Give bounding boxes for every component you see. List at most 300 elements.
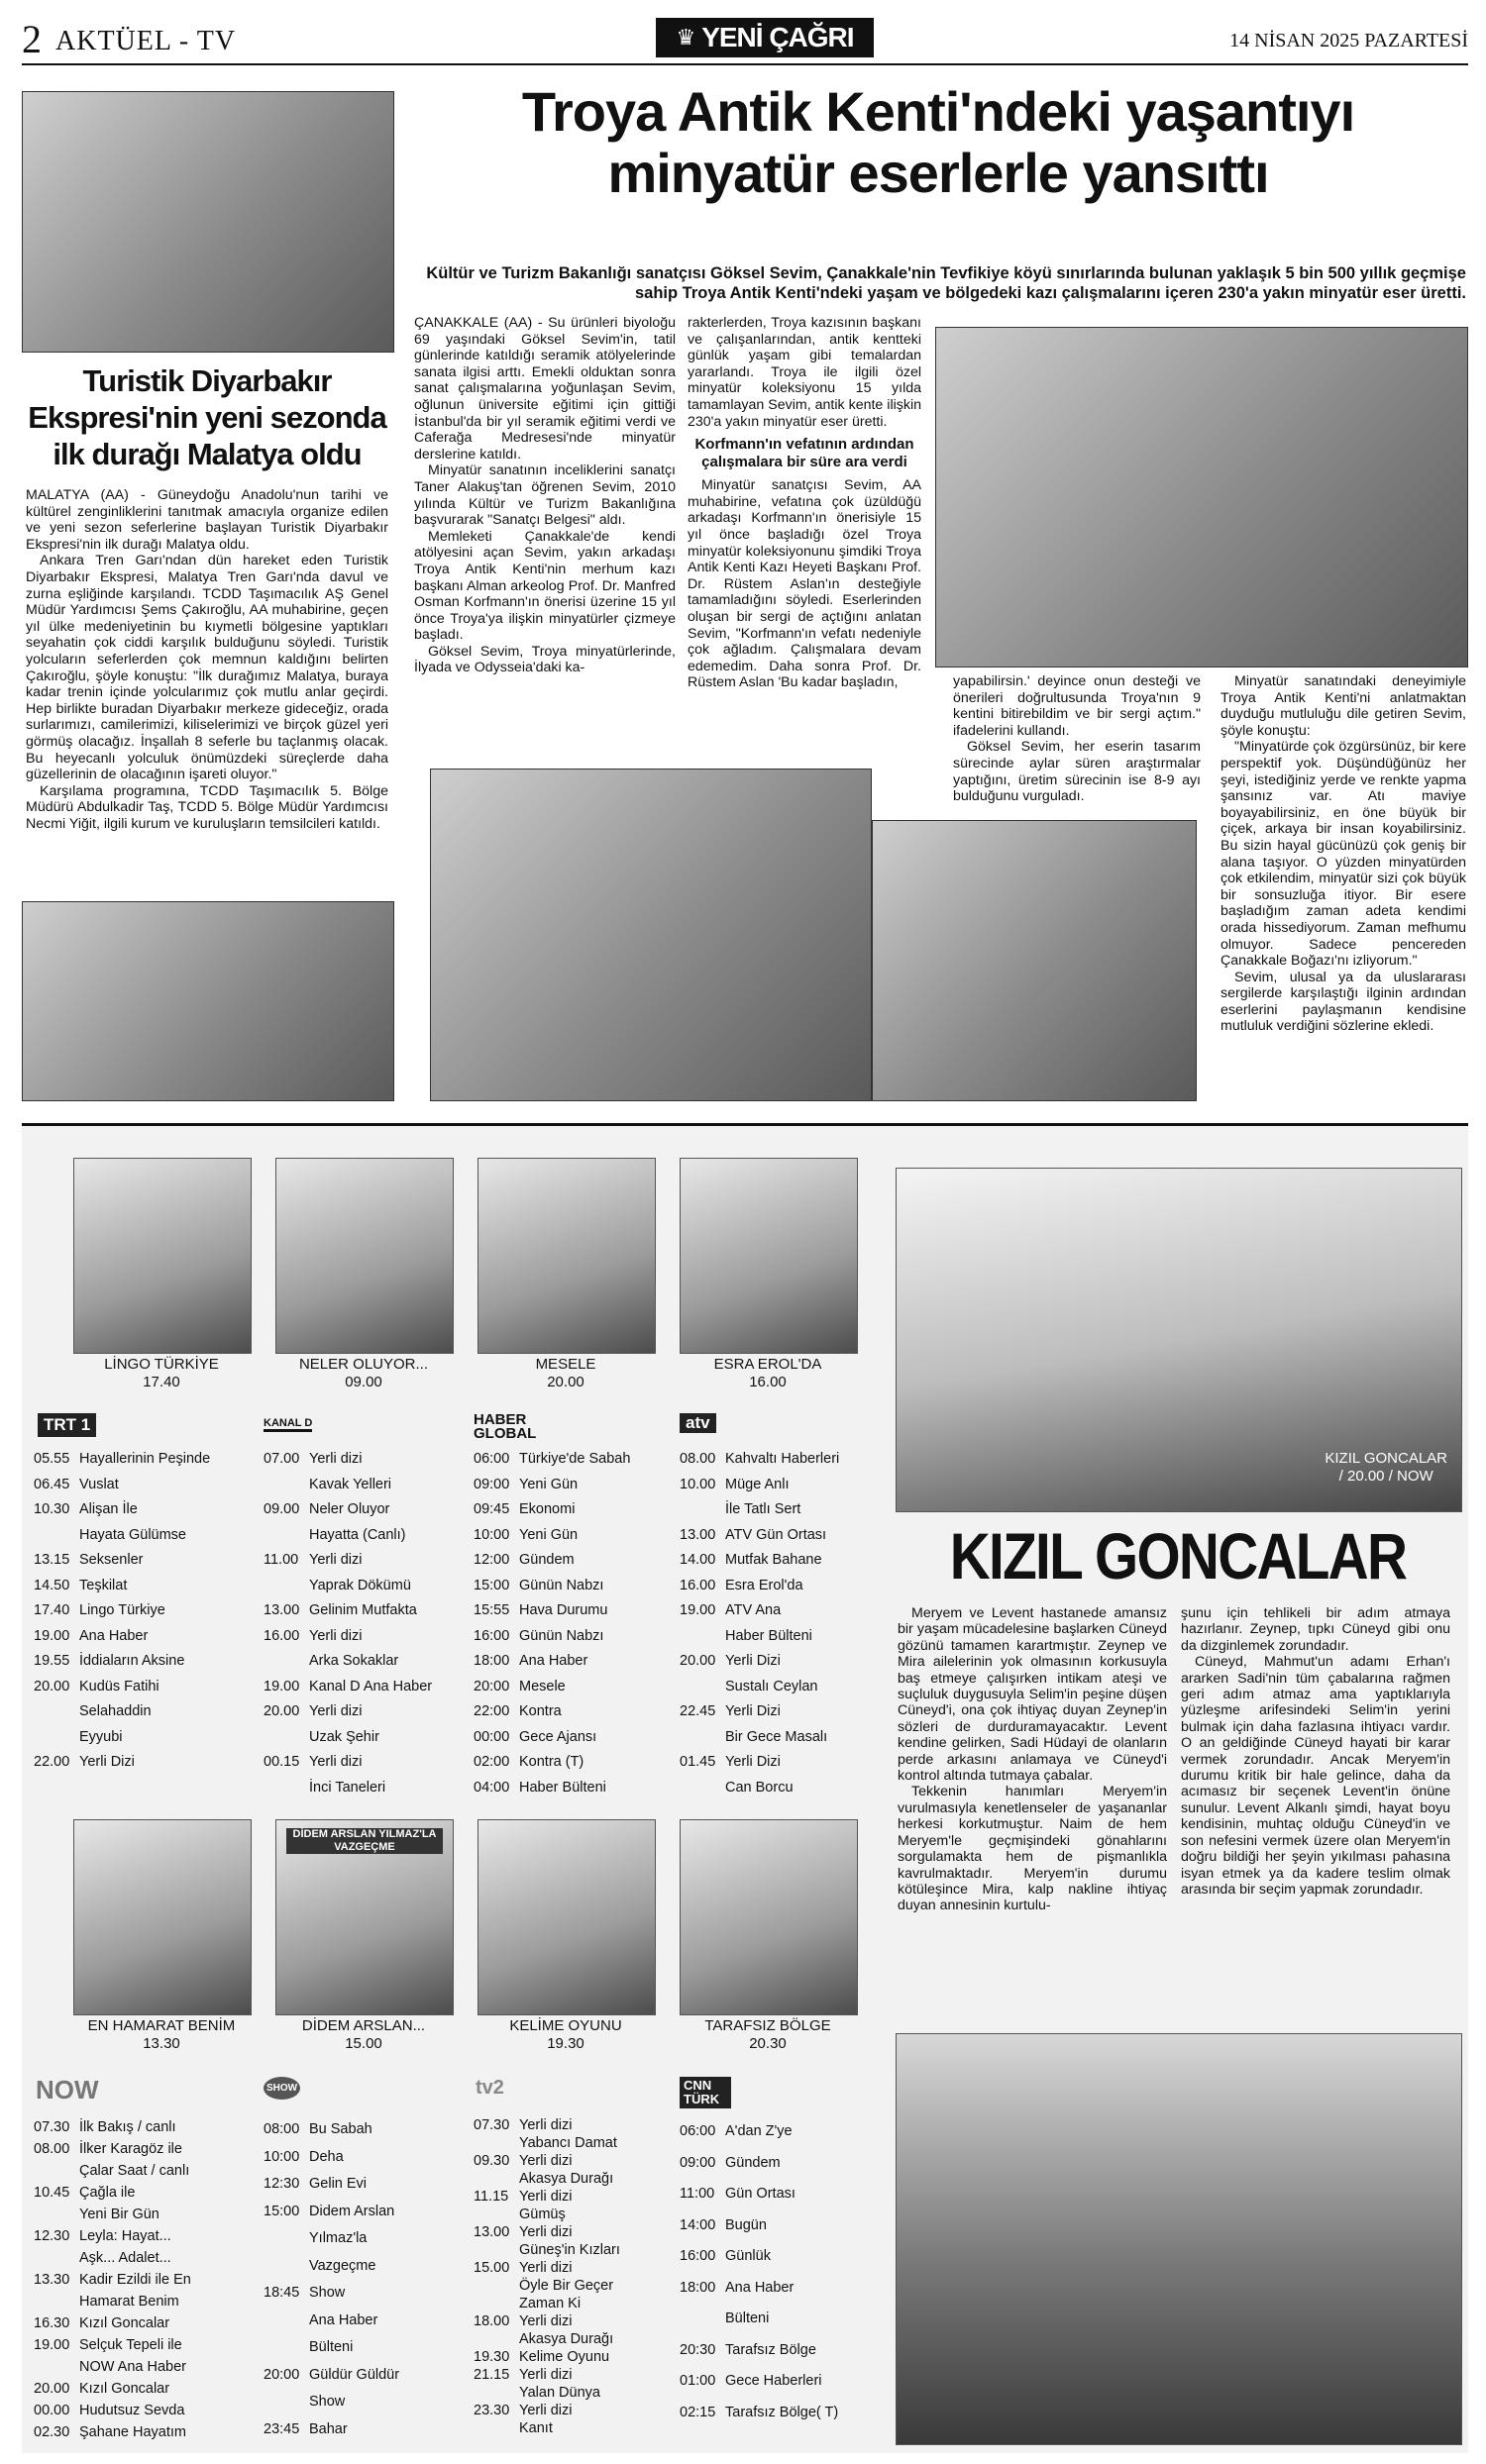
schedule-time: 16.30 <box>34 2315 70 2331</box>
schedule-program: Günün Nabzı <box>519 1577 604 1593</box>
schedule-row <box>680 1548 878 1574</box>
schedule-time: 02:00 <box>474 1754 510 1770</box>
schedule-program: Kelime Oyunu <box>519 2349 610 2365</box>
schedule-row <box>680 1776 878 1801</box>
trt1-logo-icon: TRT 1 <box>38 1413 96 1437</box>
schedule-time <box>474 2295 519 2312</box>
schedule-time <box>680 1624 725 1650</box>
schedule-program: Deha <box>309 2148 344 2165</box>
schedule-time: 11.00 <box>264 1552 299 1568</box>
schedule-row <box>474 1675 672 1700</box>
schedule-row <box>474 2206 672 2223</box>
mesele-photo <box>478 1158 656 1354</box>
schedule-time <box>264 1776 309 1801</box>
now-schedule <box>34 2116 256 2443</box>
schedule-time: 12.30 <box>34 2228 70 2244</box>
schedule-program: Kontra <box>519 1703 562 1719</box>
schedule-row <box>474 1649 672 1675</box>
schedule-row <box>680 1750 878 1776</box>
schedule-program: Hamarat Benim <box>79 2294 179 2310</box>
schedule-row <box>34 2225 256 2247</box>
paragraph: Sevim, ulusal ya da uluslararası sergilerde karşılaştığı ilginin ardından eserlerini paylaşmanın kendisine mutluluk verdiğini sözlerine ekledi. <box>1221 969 1466 1035</box>
schedule-program: Türkiye'de Sabah <box>519 1451 631 1467</box>
schedule-row <box>680 2398 878 2429</box>
schedule-row <box>474 2277 672 2295</box>
feature-photo-caption: KIZIL GONCALAR / 20.00 / NOW <box>1325 1450 1447 1485</box>
schedule-row <box>680 2179 878 2210</box>
schedule-program: Yerli dizi <box>519 2403 573 2418</box>
schedule-program: Yerli Dizi <box>725 1653 781 1669</box>
schedule-program: ATV Gün Ortası <box>725 1526 827 1543</box>
schedule-time: 20:00 <box>264 2366 300 2383</box>
feature-col-2 <box>1181 1605 1450 1898</box>
schedule-time <box>34 2356 79 2378</box>
schedule-row <box>34 2378 256 2400</box>
schedule-row <box>264 2334 472 2362</box>
schedule-time: 19.00 <box>264 1678 300 1694</box>
paragraph: MALATYA (AA) - Güneydoğu Anadolu'nun tarihi ve kültürel zenginliklerini tanıtmak amacıyla organize edilen ve yeni sezon seferlerine başlayan Turistik Diyarbakır Ekspresi'nin ilk durağı Malatya oldu. <box>26 487 388 553</box>
schedule-time <box>474 2330 519 2348</box>
schedule-time <box>264 1473 309 1498</box>
main-subhead: Korfmann'ın vefatının ardından çalışmalara bir süre ara verdi <box>694 436 914 471</box>
schedule-row <box>34 1473 256 1498</box>
schedule-row <box>34 1649 256 1675</box>
schedule-row <box>680 2148 878 2180</box>
schedule-row <box>264 2416 472 2444</box>
main-headline-line2: minyatür eserlerle yansıttı <box>607 142 1269 204</box>
schedule-program: Selahaddin <box>79 1703 152 1719</box>
main-col-1 <box>414 315 676 676</box>
kizil-goncalar-scene-photo <box>896 2033 1462 2445</box>
schedule-row <box>34 1624 256 1650</box>
welcome-ceremony-photo <box>22 901 394 1101</box>
schedule-row <box>34 1447 256 1473</box>
schedule-program: Alişan İle <box>79 1501 138 1517</box>
schedule-program: İddiaların Aksine <box>79 1653 185 1669</box>
schedule-program: İle Tatlı Sert <box>725 1501 801 1517</box>
schedule-program: Çalar Saat / canlı <box>79 2163 190 2179</box>
schedule-row <box>474 2384 672 2402</box>
schedule-program: Kızıl Goncalar <box>79 2381 170 2397</box>
schedule-program: Yerli dizi <box>309 1754 363 1770</box>
atv-schedule <box>680 1447 878 1800</box>
schedule-time <box>680 1497 725 1523</box>
schedule-row <box>34 2269 256 2291</box>
paragraph: "Minyatürde çok özgürsünüz, bir kere perspektif yok. Düşündüğünüz her şeyi, istediğiniz yerde ve renkte yapma şansınız var. Atı maviye boyayabilirsiniz, en öne büyük bir çiçek, arkaya bir insan koyabilirsiniz. Bu sizin hayal gücünüzü çok geniş bir alana taşıyor. O yüzden minyatürden çok etkilendim, minyatür sizi çok büyük bir sonsuzluğa itiyor. Bir esere başladığım zaman adeta kendimi orada hissediyorum. Zaman mefhumu olmuyor. Sadece pencereden Çanakkale Boğazı'nı izliyorum." <box>1221 739 1466 970</box>
schedule-program: Yerli dizi <box>309 1451 363 1467</box>
schedule-time: 23.30 <box>474 2403 510 2418</box>
schedule-row <box>474 1750 672 1776</box>
schedule-program: Yaprak Dökümü <box>309 1577 411 1593</box>
schedule-row <box>474 2188 672 2206</box>
schedule-row <box>474 2312 672 2330</box>
left-story-headline: Turistik Diyarbakır Ekspresi'nin yeni sezonda ilk durağı Malatya oldu <box>28 363 386 471</box>
schedule-program: Eyyubi <box>79 1728 123 1745</box>
schedule-time: 09.00 <box>264 1501 300 1517</box>
schedule-row <box>34 1699 256 1725</box>
paragraph: Minyatür sanatının inceliklerini sanatçı Taner Alakuş'tan öğrenen Sevim, 2010 yılında Kültür ve Turizm Bakanlığına başvurarak "Sanatçı Belgesi" aldı. <box>414 462 676 529</box>
paragraph: ÇANAKKALE (AA) - Su ürünleri biyoloğu 69 yaşındaki Göksel Sevim'in, tatil günlerinde katıldığı seramik atölyelerinde sanata ilgisi arttı. Emekli olduktan sonra sanat çalışmalarına yoğunlaşan Sevim, oğlunun üniversite eğitimi için gittiği İstanbul'da bir yıl seramik eğitimi verdi ve Caferağa Medresesi'nde minyatür derslerine katıldı. <box>414 315 676 462</box>
schedule-row <box>264 2116 472 2144</box>
paragraph: Göksel Sevim, Troya minyatürlerinde, İlyada ve Odysseia'daki ka- <box>414 643 676 676</box>
schedule-program: Uzak Şehir <box>309 1728 379 1745</box>
paragraph: Karşılama programına, TCDD Taşımacılık 5. Bölge Müdürü Abdulkadir Taş, TCDD 5. Bölge Müdür Yardımcısı Necmi Yiğit, ilgili kurum ve kuruluşların temsilcileri katıldı. <box>26 782 388 832</box>
schedule-row <box>34 1725 256 1751</box>
feature-col-1 <box>898 1605 1167 1914</box>
schedule-time <box>680 2304 725 2335</box>
schedule-row <box>264 1548 472 1574</box>
schedule-program: Teşkilat <box>79 1577 128 1593</box>
schedule-program: Mutfak Bahane <box>725 1552 822 1568</box>
schedule-row <box>474 1624 672 1650</box>
schedule-row <box>34 2400 256 2421</box>
schedule-time: 13.00 <box>680 1526 716 1543</box>
schedule-program: Kudüs Fatihi <box>79 1678 159 1694</box>
schedule-program: A'dan Z'ye <box>725 2123 793 2139</box>
schedule-program: Lingo Türkiye <box>79 1602 165 1618</box>
schedule-program: Kadir Ezildi ile En <box>79 2272 191 2288</box>
page-number: 2 <box>22 17 42 61</box>
schedule-time: 18:00 <box>474 1653 510 1669</box>
schedule-program: Can Borcu <box>725 1779 794 1796</box>
schedule-program: Yerli Dizi <box>725 1703 781 1719</box>
schedule-program: Şahane Hayatım <box>79 2424 187 2440</box>
schedule-time <box>34 2160 79 2182</box>
schedule-program: Müge Anlı <box>725 1476 790 1492</box>
schedule-program: Yerli dizi <box>519 2367 573 2383</box>
schedule-time: 22.45 <box>680 1703 716 1719</box>
schedule-time: 13.15 <box>34 1552 70 1568</box>
schedule-program: Ana Haber <box>519 1653 588 1669</box>
schedule-row <box>474 2348 672 2366</box>
main-col-2 <box>688 315 921 691</box>
schedule-program: Yerli dizi <box>519 2117 573 2133</box>
schedule-program: Gece Ajansı <box>519 1728 597 1745</box>
schedule-time <box>34 2247 79 2269</box>
schedule-time: 17.40 <box>34 1602 70 1618</box>
paragraph: Meryem ve Levent hastanede amansız bir yaşam mücadelesine başlarken Cüneyd gözünü tamamen karartmıştır. Zeynep ve Mira ailelerinin yok olmasının korkusuyla baş etmeye çalışırken intikam ateşi ve suçluluk duygusuyla Selim'in peşine düşen Cüneyd'i, ona çok ihtiyaç duyan Zeynep'in sözleri de durduramayacaktır. Levent kendine gelirken, Sadi Hüdayi de olanların perde arkasını anlamaya ve Cüneyd'i kontrol altında tutmaya çabalar. <box>898 1605 1167 1785</box>
schedule-time: 16.00 <box>680 1577 716 1593</box>
schedule-program: Show <box>309 2285 346 2301</box>
schedule-program: Tarafsız Bölge( T) <box>725 2404 839 2420</box>
schedule-program: Bülteni <box>725 2310 770 2326</box>
schedule-row <box>680 2273 878 2305</box>
main-headline <box>408 81 1468 204</box>
schedule-program: Hayallerinin Peşinde <box>79 1451 211 1467</box>
main-col-3 <box>953 673 1201 805</box>
schedule-time <box>474 2241 519 2259</box>
schedule-program: Yerli dizi <box>519 2153 573 2169</box>
schedule-program: Kanal D Ana Haber <box>309 1678 433 1694</box>
schedule-row <box>34 1523 256 1549</box>
schedule-program: Bahar <box>309 2420 348 2437</box>
main-headline-line1: Troya Antik Kenti'ndeki yaşantıyı <box>521 80 1355 143</box>
schedule-time: 06:00 <box>474 1451 510 1467</box>
schedule-program: Yalan Dünya <box>519 2385 600 2401</box>
schedule-row <box>34 1497 256 1523</box>
schedule-time: 20.00 <box>680 1653 716 1669</box>
schedule-program: Esra Erol'da <box>725 1577 803 1593</box>
schedule-time: 16:00 <box>474 1627 510 1644</box>
paragraph: Ankara Tren Garı'ndan dün hareket eden Turistik Diyarbakır Ekspresi, Malatya Tren Garı'nda davul ve zurna eşliğinde karşılandı. TCDD Taşımacılık AŞ Genel Müdür Yardımcısı Şems Çakıroğlu, AA muhabirine, geçen yıl ülke medeniyetinin bu kıymetli bölgesine yaptıkları seyahatin çok ciddi karşılık bulduğunu söyledi. Turistik yolcuların seferlerden çok memnun kaldığını belirten Çakıroğlu, şöyle konuştu: "İlk durağımız Malatya, buraya kadar trenin içinde yolcularımız çok mutlu anlar geçirdi. Hep birlikte buradan Diyarbakır merkeze gideceğiz, orada surlarımızı, camilerimizi, kiliselerimizi ve birçok güzel yeri görmüş olacağız. İnşallah 8 seferle bu taçlanmış olacak. Bu heyecanlı yolculuk önümüzdeki süreçlerde daha güzellerinin de olacağının işareti oluyor." <box>26 553 388 783</box>
didem-arslan-photo <box>275 1819 454 2015</box>
schedule-time <box>680 1725 725 1751</box>
schedule-program: Hava Durumu <box>519 1602 608 1618</box>
schedule-time: 14:00 <box>680 2216 716 2233</box>
schedule-time: 20.00 <box>34 1678 70 1694</box>
schedule-time: 00:00 <box>474 1728 510 1745</box>
schedule-row <box>264 1447 472 1473</box>
schedule-program: Gümüş <box>519 2207 566 2222</box>
didem-banner: DİDEM ARSLAN YILMAZ'LA VAZGEÇME <box>286 1828 443 1854</box>
schedule-time: 10.30 <box>34 1501 70 1517</box>
schedule-time: 13.00 <box>264 1602 300 1618</box>
schedule-time: 02:15 <box>680 2404 716 2420</box>
esra-erol-photo <box>680 1158 858 1354</box>
schedule-program: Yerli dizi <box>309 1703 363 1719</box>
feature-headline: KIZIL GONCALAR <box>949 1519 1407 1592</box>
schedule-row <box>474 2116 672 2134</box>
schedule-time: 00.00 <box>34 2403 70 2418</box>
schedule-row <box>474 2295 672 2312</box>
schedule-program: ATV Ana <box>725 1602 782 1618</box>
artist-painting-photo <box>430 769 872 1101</box>
caption-lingo: LİNGO TÜRKİYE 17.40 <box>104 1356 219 1390</box>
schedule-program: Kızıl Goncalar <box>79 2315 170 2331</box>
schedule-row <box>34 1750 256 1776</box>
schedule-row <box>264 2362 472 2390</box>
tv2-logo-icon: tv2 <box>476 2077 504 2099</box>
tv-guide-section <box>22 1123 1468 2453</box>
schedule-program: Ana Haber <box>309 2311 378 2328</box>
schedule-row <box>264 1750 472 1776</box>
show-schedule <box>264 2116 472 2443</box>
schedule-program: Ana Haber <box>725 2279 795 2296</box>
schedule-time <box>34 1699 79 1725</box>
paragraph: şunu için tehlikeli bir adım atmaya hazırlanır. Zeynep, tıpkı Cüneyd gibi onu da dizginlemek zorundadır. <box>1181 1605 1450 1654</box>
schedule-row <box>474 1699 672 1725</box>
schedule-time <box>264 2389 309 2416</box>
schedule-row <box>34 2182 256 2204</box>
schedule-row <box>680 1473 878 1498</box>
schedule-time: 07.00 <box>264 1451 300 1467</box>
schedule-time: 09:45 <box>474 1501 510 1517</box>
schedule-program: Mesele <box>519 1678 566 1694</box>
now-logo-icon: NOW <box>36 2075 99 2105</box>
schedule-program: Hudutsuz Sevda <box>79 2403 185 2418</box>
schedule-row <box>264 2199 472 2226</box>
paragraph: Memleketi Çanakkale'de kendi atölyesini açan Sevim, yakın arkadaşı Troya Antik Kenti'nin merhum kazı başkanı Alman arkeolog Prof. Dr. Manfred Osman Korfmann'ın önerisi üzerine 15 yıl önce Troya'ya ilişkin minyatürler çizmeye başladı. <box>414 528 676 644</box>
train-station-photo <box>22 91 394 353</box>
schedule-time: 21.15 <box>474 2367 510 2383</box>
cnn-turk-logo-icon: CNN TÜRK <box>680 2077 731 2108</box>
schedule-time: 11:00 <box>680 2186 715 2202</box>
schedule-program: Hayata Gülümse <box>79 1526 186 1543</box>
schedule-time: 16.00 <box>264 1627 300 1644</box>
schedule-row <box>474 2419 672 2437</box>
schedule-program: Sustalı Ceylan <box>725 1678 818 1694</box>
schedule-row <box>34 2291 256 2312</box>
en-hamarat-benim-photo <box>73 1819 252 2015</box>
schedule-time: 20.00 <box>34 2381 70 2397</box>
schedule-row <box>34 2247 256 2269</box>
schedule-time: 19.00 <box>34 1627 70 1644</box>
paragraph: yapabilirsin.' deyince onun desteği ve önerileri doğrultusunda Troya'nın 9 kentini bitirebildim ve bir sergi açtım." ifadelerini kullandı. <box>953 673 1201 739</box>
schedule-time: 10.45 <box>34 2185 70 2201</box>
schedule-program: Gün Ortası <box>725 2186 796 2202</box>
schedule-time: 07.30 <box>34 2119 70 2135</box>
schedule-time: 12:00 <box>474 1552 510 1568</box>
schedule-program: Selçuk Tepeli ile <box>79 2337 182 2353</box>
schedule-time: 09:00 <box>680 2154 716 2171</box>
schedule-row <box>474 1447 672 1473</box>
schedule-row <box>474 1598 672 1624</box>
caption-mesele: MESELE 20.00 <box>535 1356 596 1390</box>
schedule-program: Yerli dizi <box>309 1627 363 1644</box>
schedule-program: Seksenler <box>79 1552 144 1568</box>
schedule-row <box>34 2138 256 2160</box>
schedule-time: 08:00 <box>264 2121 300 2137</box>
schedule-time: 01:00 <box>680 2373 716 2389</box>
schedule-time <box>264 2334 309 2362</box>
schedule-time: 10:00 <box>264 2148 300 2165</box>
schedule-time <box>264 2308 309 2335</box>
schedule-row <box>264 1473 472 1498</box>
schedule-row <box>34 2421 256 2443</box>
schedule-row <box>680 2304 878 2335</box>
masthead <box>656 18 874 57</box>
schedule-program: Yerli dizi <box>519 2313 573 2329</box>
schedule-row <box>264 1725 472 1751</box>
schedule-program: Tarafsız Bölge <box>725 2341 816 2358</box>
schedule-program: Didem Arslan <box>309 2203 395 2219</box>
schedule-row <box>264 1624 472 1650</box>
schedule-time: 16:00 <box>680 2248 716 2264</box>
schedule-row <box>474 2170 672 2188</box>
schedule-time <box>264 1649 309 1675</box>
schedule-program: NOW Ana Haber <box>79 2359 186 2375</box>
schedule-row <box>264 1497 472 1523</box>
schedule-row <box>474 2366 672 2384</box>
schedule-row <box>34 2356 256 2378</box>
left-story-body <box>26 487 388 832</box>
caption-didem-arslan: DİDEM ARSLAN... 15.00 <box>301 2017 426 2052</box>
schedule-time <box>680 1675 725 1700</box>
paragraph: Minyatür sanatçısı Sevim, AA muhabirine, vefatına çok üzüldüğü arkadaşı Korfmann'ın önerisiyle 15 yıl önce başladığı özel Troya minyatür koleksiyonunu şimdiki Troya Antik Kenti Kazı Heyeti Başkanı Prof. Dr. Rüstem Aslan'ın desteğiyle tamamladığını söyledi. Eserlerinden oluşan bir sergi de açtığını anlatan Sevim, "Korfmann'ın vefatı nedeniyle çok ağladım. Çalışmalara devam edemedim. Daha sonra Prof. Dr. Rüstem Aslan 'Bu kadar başladın, <box>688 477 921 691</box>
schedule-row <box>34 2160 256 2182</box>
schedule-program: Yerli dizi <box>519 2260 573 2276</box>
schedule-program: Güneş'in Kızları <box>519 2242 620 2258</box>
schedule-time <box>264 2253 309 2281</box>
schedule-program: Ekonomi <box>519 1501 576 1517</box>
schedule-program: Günlük <box>725 2248 771 2264</box>
schedule-row <box>474 2134 672 2152</box>
schedule-row <box>474 1776 672 1801</box>
schedule-row <box>264 2253 472 2281</box>
schedule-time <box>264 1523 309 1549</box>
schedule-program: Show <box>309 2394 346 2410</box>
schedule-row <box>680 1649 878 1675</box>
schedule-time: 13.00 <box>474 2224 510 2240</box>
schedule-time: 02.30 <box>34 2424 70 2440</box>
schedule-row <box>264 1523 472 1549</box>
schedule-program: Kavak Yelleri <box>309 1476 392 1492</box>
schedule-time: 22:00 <box>474 1703 510 1719</box>
schedule-row <box>680 1699 878 1725</box>
schedule-time: 09:00 <box>474 1476 510 1492</box>
schedule-program: İlk Bakış / canlı <box>79 2119 176 2135</box>
schedule-time: 23:45 <box>264 2420 300 2437</box>
schedule-program: Arka Sokaklar <box>309 1653 399 1669</box>
schedule-time: 04:00 <box>474 1779 510 1796</box>
atv-logo-icon: atv <box>680 1413 716 1433</box>
issue-date: 14 NİSAN 2025 PAZARTESİ <box>1229 30 1468 51</box>
main-deck: Kültür ve Turizm Bakanlığı sanatçısı Göksel Sevim, Çanakkale'nin Tevfikiye köyü sınırlarında bulunan yaklaşık 5 bin 500 yıllık geçmişe sahip Troya Antik Kenti'ndeki yaşam ve bölgedeki kazı çalışmalarını içeren 230'a yakın minyatür eser üretti. <box>426 264 1466 302</box>
schedule-row <box>474 2152 672 2170</box>
schedule-time: 15:00 <box>264 2203 300 2219</box>
schedule-time: 08.00 <box>680 1451 716 1467</box>
haber-global-schedule <box>474 1447 672 1800</box>
schedule-program: Gündem <box>725 2154 781 2171</box>
schedule-program: Yabancı Damat <box>519 2135 617 2151</box>
artist-with-vases-photo <box>872 820 1197 1101</box>
schedule-row <box>34 2116 256 2138</box>
schedule-program: Yerli dizi <box>519 2224 573 2240</box>
schedule-row <box>264 1699 472 1725</box>
schedule-time: 22.00 <box>34 1754 70 1770</box>
masthead-logo-icon: ♛ <box>676 25 696 50</box>
paragraph: Göksel Sevim, her eserin tasarım sürecinde aylar süren araştırmalar yaptığını, üretim sürecinin ise 8-9 ayı bulduğunu vurguladı. <box>953 739 1201 805</box>
schedule-time <box>264 2225 309 2253</box>
schedule-row <box>680 1574 878 1599</box>
schedule-program: Kanıt <box>519 2420 553 2436</box>
schedule-program: Kontra (T) <box>519 1754 584 1770</box>
schedule-program: Neler Oluyor <box>309 1501 390 1517</box>
schedule-time <box>34 2291 79 2312</box>
schedule-row <box>474 2330 672 2348</box>
schedule-row <box>264 2308 472 2335</box>
artist-portrait-photo <box>935 327 1468 667</box>
schedule-row <box>264 1598 472 1624</box>
schedule-program: Güldür Güldür <box>309 2366 400 2383</box>
schedule-row <box>264 2144 472 2172</box>
schedule-time: 15.00 <box>474 2260 510 2276</box>
schedule-row <box>474 1473 672 1498</box>
caption-kelime-oyunu: KELİME OYUNU 19.30 <box>509 2017 622 2052</box>
schedule-time <box>264 1574 309 1599</box>
schedule-time: 09.30 <box>474 2153 510 2169</box>
schedule-row <box>680 1598 878 1624</box>
schedule-program: Yeni Gün <box>519 1526 579 1543</box>
caption-esra-erol: ESRA EROL'DA 16.00 <box>713 1356 822 1390</box>
schedule-time: 20:00 <box>474 1678 510 1694</box>
schedule-time: 11.15 <box>474 2189 509 2205</box>
schedule-time: 10:00 <box>474 1526 510 1543</box>
main-col-4 <box>1221 673 1466 1035</box>
kanal-d-schedule <box>264 1447 472 1800</box>
schedule-program: Çağla ile <box>79 2185 136 2201</box>
schedule-row <box>264 2171 472 2199</box>
schedule-program: Ana Haber <box>79 1627 149 1644</box>
schedule-program: Vuslat <box>79 1476 119 1492</box>
schedule-program: Haber Bülteni <box>725 1627 812 1644</box>
schedule-row <box>474 2223 672 2241</box>
schedule-row <box>264 2225 472 2253</box>
schedule-program: Hayatta (Canlı) <box>309 1526 406 1543</box>
schedule-program: Yerli Dizi <box>725 1754 781 1770</box>
lingo-turkiye-photo <box>73 1158 252 1354</box>
schedule-time: 19.00 <box>680 1602 716 1618</box>
